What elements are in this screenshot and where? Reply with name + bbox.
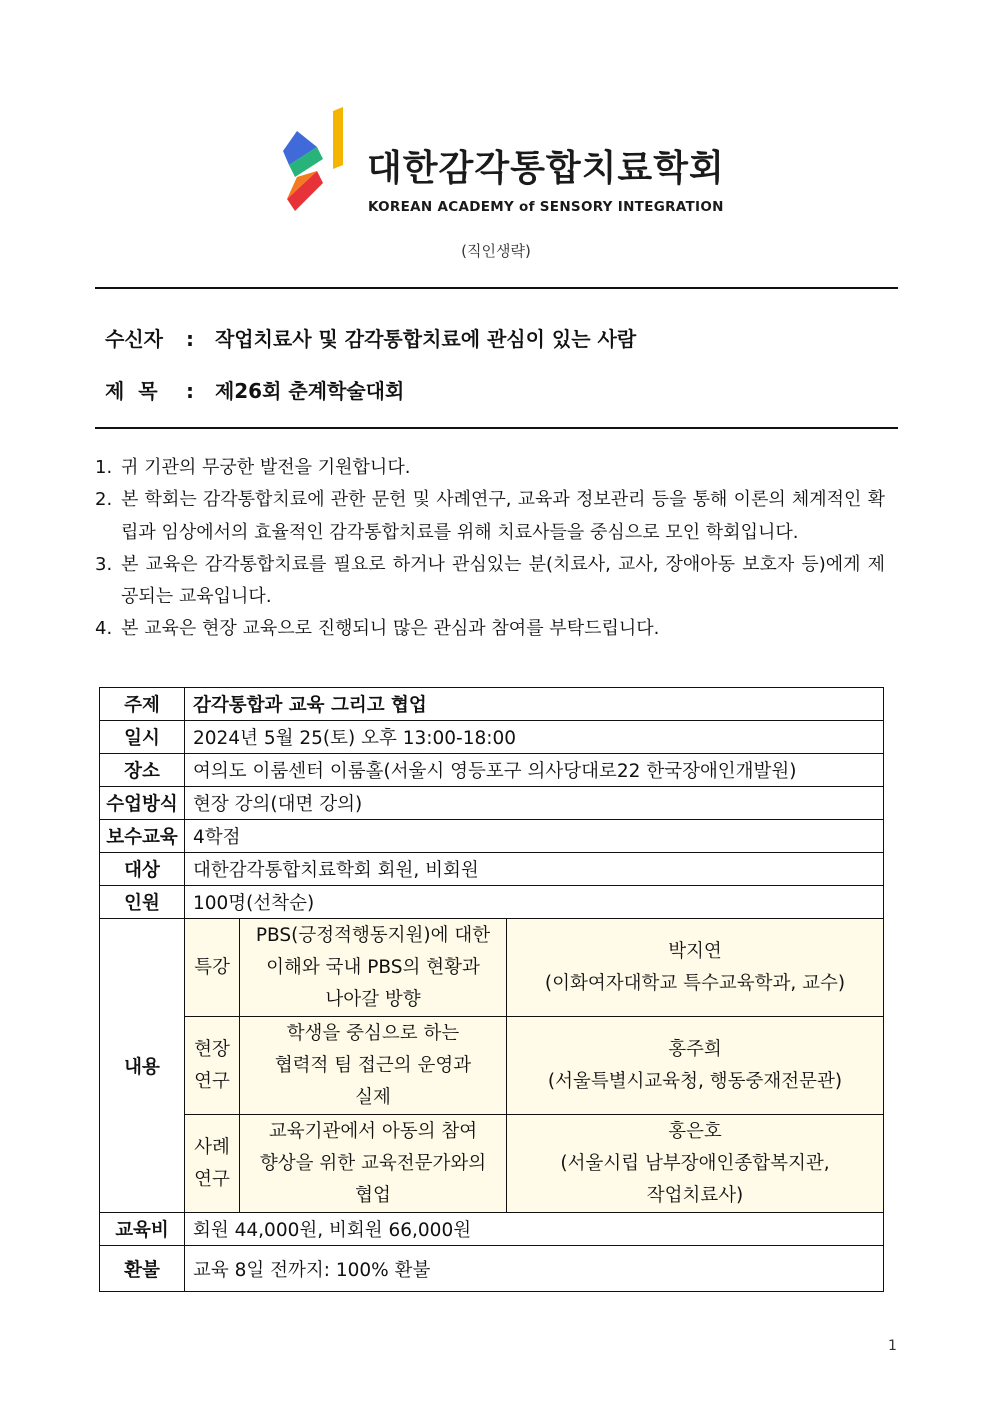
session-type: [185, 919, 240, 1017]
session-type: [185, 1115, 240, 1213]
session-speaker: [507, 1017, 884, 1115]
speaker-affiliation: (서울특별시교육청, 행동중재전문관): [547, 1070, 843, 1092]
row-label-class-type: 수업방식: [100, 787, 185, 820]
academy-name-korean: 대한감각통합치료학회: [367, 148, 725, 189]
academy-logo: [283, 107, 723, 217]
session-topic-line: 실제: [355, 1086, 391, 1108]
session-row: [100, 1115, 884, 1213]
subject-separator: :: [185, 379, 194, 403]
speaker-affiliation: (서울시립 남부장애인종합복지관,: [560, 1152, 830, 1174]
row-value-audience: 대한감각통합치료학회 회원, 비회원: [185, 853, 884, 886]
body-item-number: 4.: [95, 618, 113, 640]
session-topic-line: PBS(긍정적행동지원)에 대한: [255, 924, 491, 946]
session-topic-line: 협업: [355, 1184, 391, 1206]
session-topic-line: 학생을 중심으로 하는: [286, 1022, 460, 1044]
subject-value: 제26회 춘계학술대회: [214, 379, 405, 403]
subject-line: [105, 375, 404, 404]
session-topic-line: 향상을 위한 교육전문가와의: [259, 1152, 487, 1174]
table-row: [100, 886, 884, 919]
page-number: 1: [888, 1338, 897, 1354]
row-label-fee: 교육비: [100, 1213, 185, 1246]
session-row: [100, 919, 884, 1017]
row-label-audience: 대상: [100, 853, 185, 886]
recipient-label: 수신자: [105, 327, 163, 351]
session-speaker: [507, 1115, 884, 1213]
body-item: [95, 452, 885, 484]
speaker-affiliation: (이화여자대학교 특수교육학과, 교수): [544, 972, 846, 994]
row-label-content: 내용: [100, 919, 185, 1213]
row-label-capacity: 인원: [100, 886, 185, 919]
row-value-credits: 4학점: [185, 820, 884, 853]
speaker-affiliation: 작업치료사): [646, 1184, 744, 1206]
body-item-number: 3.: [95, 553, 113, 575]
seal-omitted-note: (직인생략): [461, 242, 531, 260]
row-value-fee: 회원 44,000원, 비회원 66,000원: [185, 1213, 884, 1246]
table-row: [100, 754, 884, 787]
session-speaker: [507, 919, 884, 1017]
table-row: [100, 688, 884, 721]
table-row: [100, 721, 884, 754]
row-label-refund: 환불: [100, 1246, 185, 1292]
academy-name-english: KOREAN ACADEMY of SENSORY INTEGRATION: [368, 199, 724, 215]
body-item-number: 2.: [95, 489, 113, 511]
subject-label: 제 목: [105, 379, 158, 403]
speaker-name: 홍은호: [668, 1120, 722, 1142]
table-row: [100, 1246, 884, 1292]
session-topic: [240, 1115, 507, 1213]
session-topic-line: 나아갈 방향: [325, 988, 421, 1010]
body-item-text: 본 학회는 감각통합치료에 관한 문헌 및 사례연구, 교육과 정보관리 등을 통해 이론의 체계적인 확립과 임상에서의 효율적인 감각통합치료를 위해 치료사들을 중심으로 모인 학회입니다.: [121, 489, 885, 543]
body-item: [95, 549, 885, 614]
session-type: [185, 1017, 240, 1115]
academy-logo-mark-icon: [283, 107, 349, 215]
session-type-line: 특강: [194, 956, 230, 978]
session-topic-line: 이해와 국내 PBS의 현황과: [266, 956, 480, 978]
event-info-table: [99, 687, 884, 1292]
body-item: [95, 613, 885, 645]
row-label-datetime: 일시: [100, 721, 185, 754]
recipient-separator: :: [185, 327, 194, 351]
body-item-text: 본 교육은 감각통합치료를 필요로 하거나 관심있는 분(치료사, 교사, 장애아동 보호자 등)에게 제공되는 교육입니다.: [121, 553, 885, 608]
session-row: [100, 1017, 884, 1115]
row-label-topic: 주제: [100, 688, 185, 721]
session-topic-line: 교육기관에서 아동의 참여: [268, 1120, 478, 1142]
header-bottom-rule: [95, 427, 898, 429]
row-label-credits: 보수교육: [100, 820, 185, 853]
row-value-venue: 여의도 이룸센터 이룸홀(서울시 영등포구 의사당대로22 한국장애인개발원): [185, 754, 884, 787]
recipient-value: 작업치료사 및 감각통합치료에 관심이 있는 사람: [214, 327, 637, 351]
session-type-line: 사례: [194, 1136, 230, 1158]
recipient-line: [105, 323, 636, 352]
body-item-number: 1.: [95, 457, 113, 478]
body-paragraphs: [95, 452, 885, 646]
session-type-line: 연구: [194, 1168, 230, 1190]
table-row: [100, 820, 884, 853]
body-item-text: 귀 기관의 무궁한 발전을 기원합니다.: [121, 457, 411, 478]
body-item-text: 본 교육은 현장 교육으로 진행되니 많은 관심과 참여를 부탁드립니다.: [121, 618, 660, 640]
row-value-datetime: 2024년 5월 25(토) 오후 13:00-18:00: [185, 721, 884, 754]
row-value-refund: 교육 8일 전까지: 100% 환불: [185, 1246, 884, 1292]
row-value-capacity: 100명(선착순): [185, 886, 884, 919]
speaker-name: 홍주희: [668, 1038, 722, 1060]
session-topic: [240, 919, 507, 1017]
table-row: [100, 853, 884, 886]
session-topic: [240, 1017, 507, 1115]
table-row: [100, 1213, 884, 1246]
row-label-venue: 장소: [100, 754, 185, 787]
session-topic-line: 협력적 팀 접근의 운영과: [274, 1054, 472, 1076]
row-value-class-type: 현장 강의(대면 강의): [185, 787, 884, 820]
table-row: [100, 787, 884, 820]
session-type-line: 현장: [194, 1038, 230, 1060]
row-value-topic: 감각통합과 교육 그리고 협업: [185, 688, 884, 721]
session-type-line: 연구: [194, 1070, 230, 1092]
header-top-rule: [95, 287, 898, 289]
body-item: [95, 484, 885, 549]
speaker-name: 박지연: [668, 940, 722, 962]
